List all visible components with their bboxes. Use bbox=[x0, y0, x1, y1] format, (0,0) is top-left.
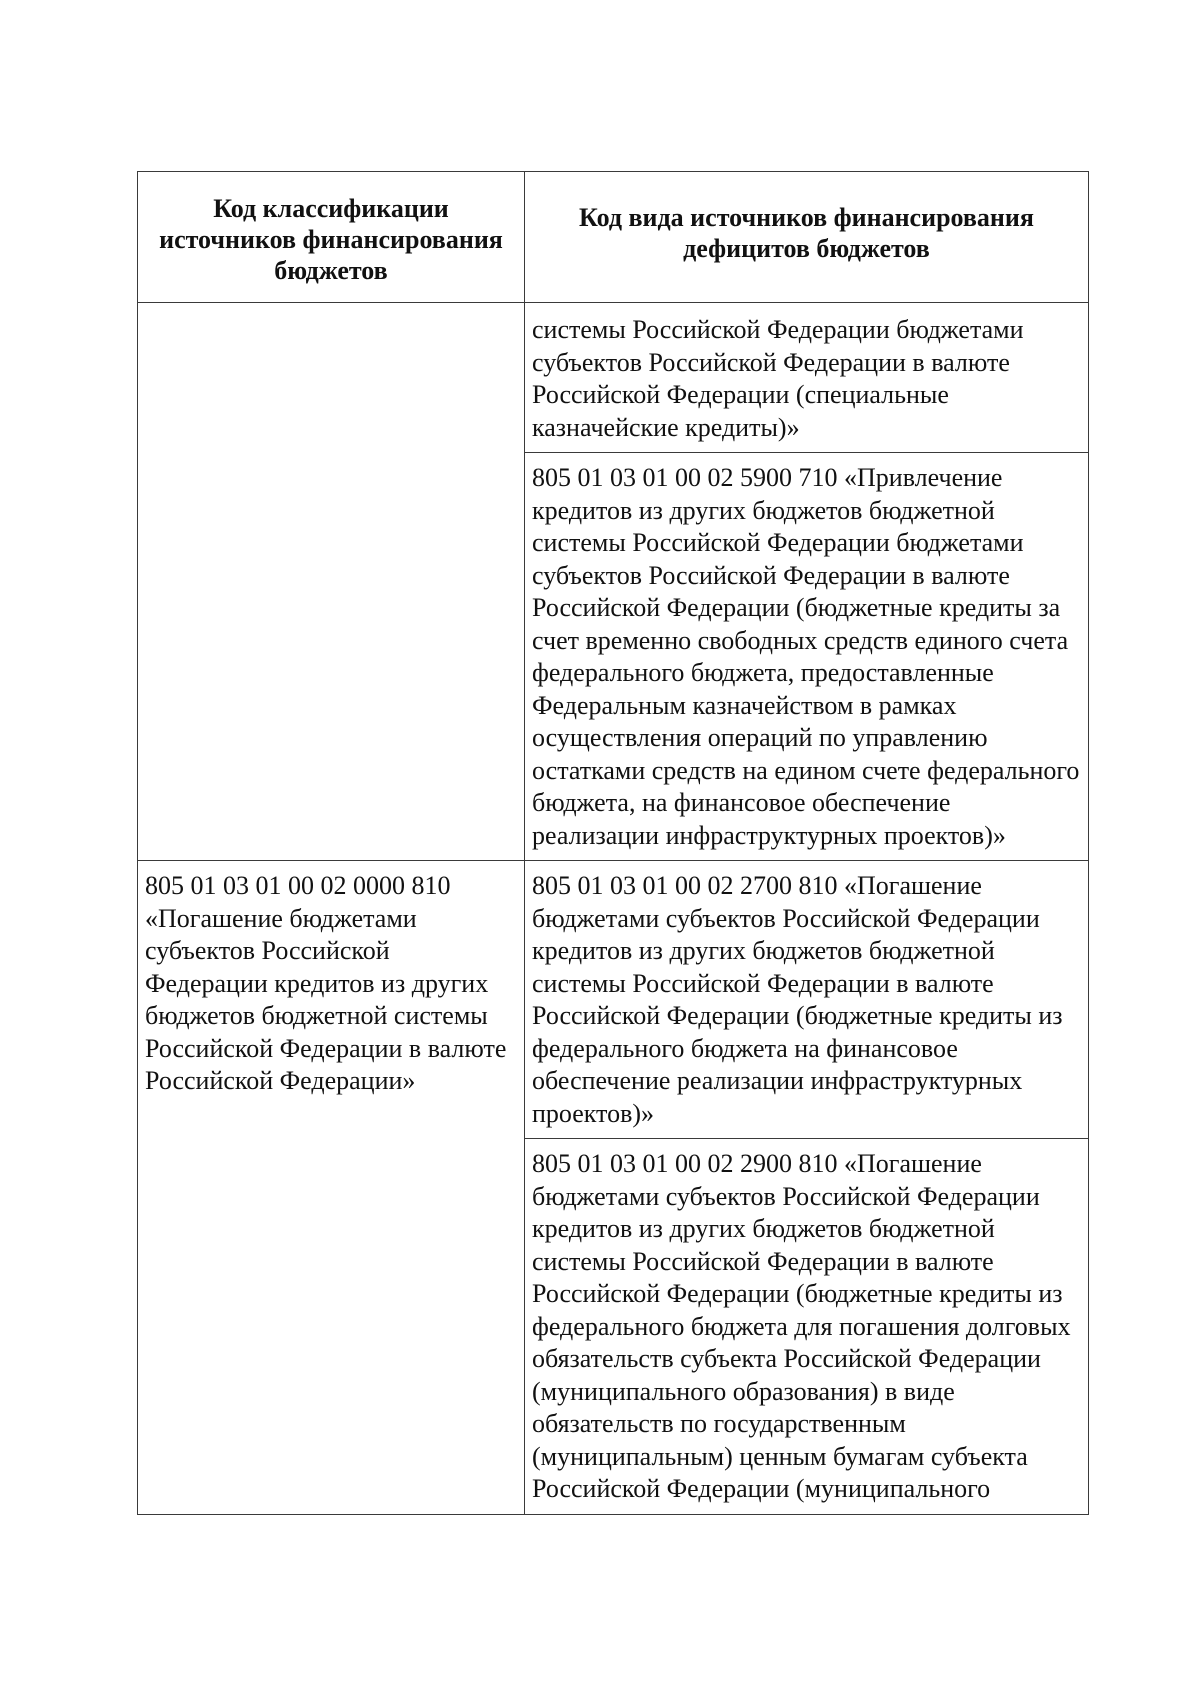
cell-text: 805 01 03 01 00 02 0000 810 «Погашение бюджетами субъектов Российской Федерации кредитов из других бюджетов бюджетной системы Российской Федерации в валюте Российской Федерации» bbox=[145, 871, 507, 1095]
table-cell-left-empty bbox=[138, 303, 525, 861]
cell-text: 805 01 03 01 00 02 2700 810 «Погашение бюджетами субъектов Российской Федерации кредитов из других бюджетов бюджетной системы Российской Федерации в валюте Российской Федерации (бюджетные кредиты из федерального бюджета на финансовое обеспечение реализации инфраструктурных проектов)» bbox=[532, 871, 1063, 1128]
table-cell-right bbox=[525, 453, 1089, 861]
cell-text: 805 01 03 01 00 02 2900 810 «Погашение бюджетами субъектов Российской Федерации кредитов из других бюджетов бюджетной системы Российской Федерации в валюте Российской Федерации (бюджетные кредиты из федерального бюджета для погашения долговых обязательств субъекта Российской Федерации (муниципального образования) в виде обязательств по государственным (муниципальным) ценным бумагам субъекта Российской Федерации (муниципального bbox=[532, 1149, 1071, 1503]
table-cell-right bbox=[525, 1139, 1089, 1515]
table-cell-right bbox=[525, 861, 1089, 1139]
header-classification-code: Код классификации источников финансирования бюджетов bbox=[138, 172, 525, 303]
table-cell-left bbox=[138, 861, 525, 1515]
table-row bbox=[138, 303, 1089, 453]
table-header-row bbox=[138, 172, 1089, 303]
header-source-type-code: Код вида источников финансирования дефицитов бюджетов bbox=[525, 172, 1089, 303]
classification-table bbox=[137, 171, 1089, 1515]
table-row bbox=[138, 861, 1089, 1139]
cell-text: 805 01 03 01 00 02 5900 710 «Привлечение кредитов из других бюджетов бюджетной системы Российской Федерации бюджетами субъектов Российской Федерации в валюте Российской Федерации (бюджетные кредиты за счет временно свободных средств единого счета федерального бюджета, предоставленные Федеральным казначейством в рамках осуществления операций по управлению остатками средств на едином счете федерального бюджета, на финансовое обеспечение реализации инфраструктурных проектов)» bbox=[532, 463, 1080, 850]
table-cell-right bbox=[525, 303, 1089, 453]
cell-text: системы Российской Федерации бюджетами субъектов Российской Федерации в валюте Российской Федерации (специальные казначейские кредиты)» bbox=[532, 315, 1024, 442]
